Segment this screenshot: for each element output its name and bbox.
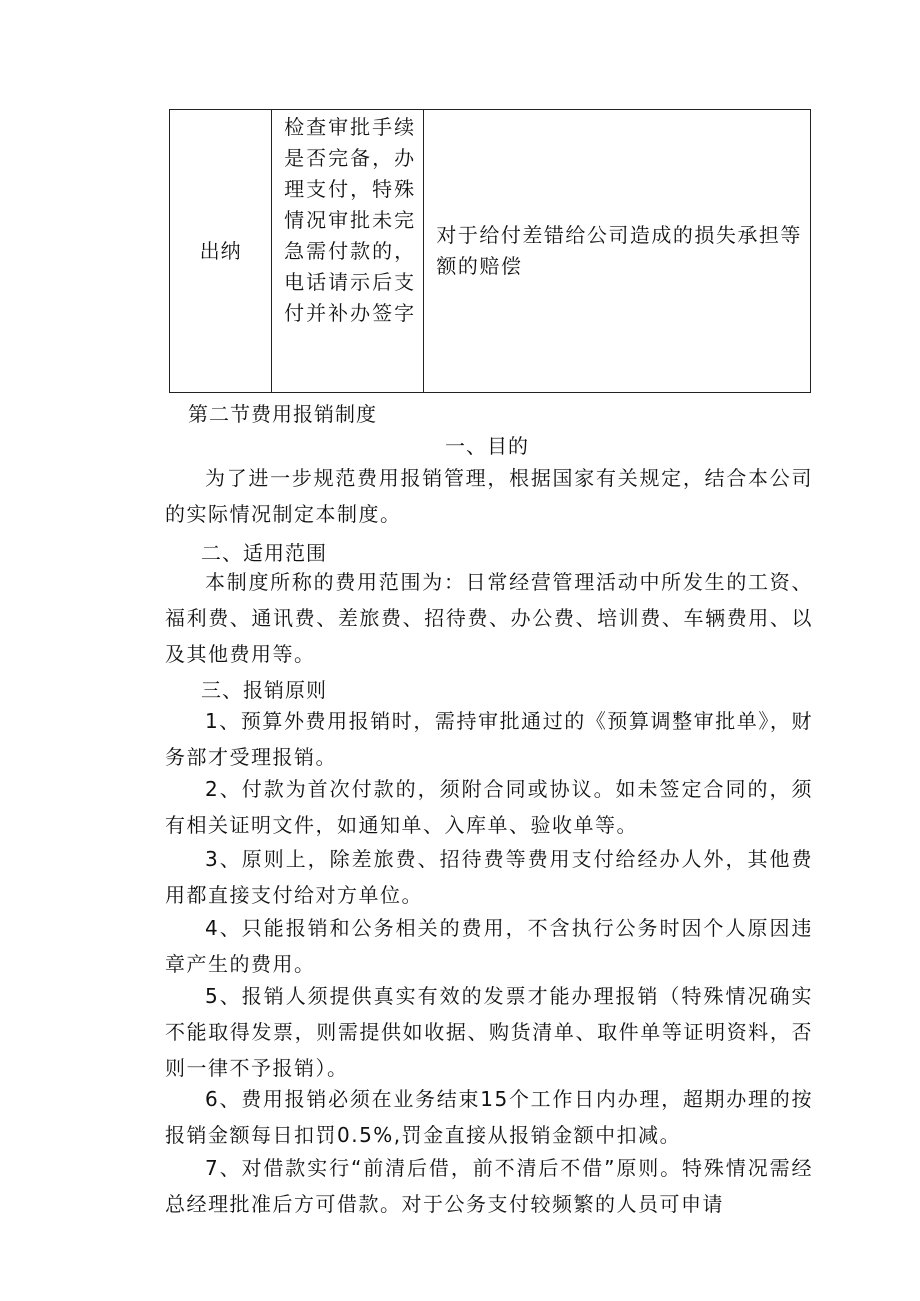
duty-text: 检查审批手续是否完备，办理支付，特殊情况审批未完急需付款的，电话请示后支付并补办签字 — [284, 115, 417, 325]
liability-text: 对于给付差错给公司造成的损失承担等额的赔偿 — [436, 223, 802, 278]
role-cell — [170, 110, 272, 393]
table-row — [170, 110, 811, 393]
duty-cell — [272, 110, 424, 393]
role-text: 出纳 — [199, 238, 242, 263]
purpose-paragraph: 为了进一步规范费用报销管理，根据国家有关规定，结合本公司的实际情况制定本制度。 — [165, 466, 813, 526]
principle-item: 3、原则上，除差旅费、招待费等费用支付给经办人外，其他费用都直接支付给对方单位。 — [165, 847, 813, 907]
heading-scope: 二、适用范围 — [201, 541, 327, 565]
responsibility-table — [169, 109, 811, 393]
principle-item: 6、费用报销必须在业务结束15个工作日内办理，超期办理的按报销金额每日扣罚0.5%,罚金直接从报销金额中扣减。 — [165, 1087, 813, 1147]
heading-principles: 三、报销原则 — [201, 678, 327, 702]
section-title: 第二节费用报销制度 — [188, 402, 377, 426]
heading-purpose: 一、目的 — [445, 434, 529, 458]
principle-item: 4、只能报销和公务相关的费用，不含执行公务时因个人原因违章产生的费用。 — [165, 916, 813, 976]
liability-cell — [424, 110, 811, 393]
scope-paragraph: 本制度所称的费用范围为：日常经营管理活动中所发生的工资、福利费、通讯费、差旅费、招待费、办公费、培训费、车辆费用、以及其他费用等。 — [165, 570, 813, 666]
principle-item: 7、对借款实行“前清后借，前不清后不借”原则。特殊情况需经总经理批准后方可借款。对于公务支付较频繁的人员可申请 — [165, 1156, 813, 1216]
principle-item: 2、付款为首次付款的，须附合同或协议。如未签定合同的，须有相关证明文件，如通知单、入库单、验收单等。 — [165, 777, 813, 837]
principle-item: 5、报销人须提供真实有效的发票才能办理报销（特殊情况确实不能取得发票，则需提供如收据、购货清单、取件单等证明资料，否则一律不予报销）。 — [165, 984, 813, 1080]
principle-item: 1、预算外费用报销时，需持审批通过的《预算调整审批单》，财务部才受理报销。 — [165, 709, 813, 769]
